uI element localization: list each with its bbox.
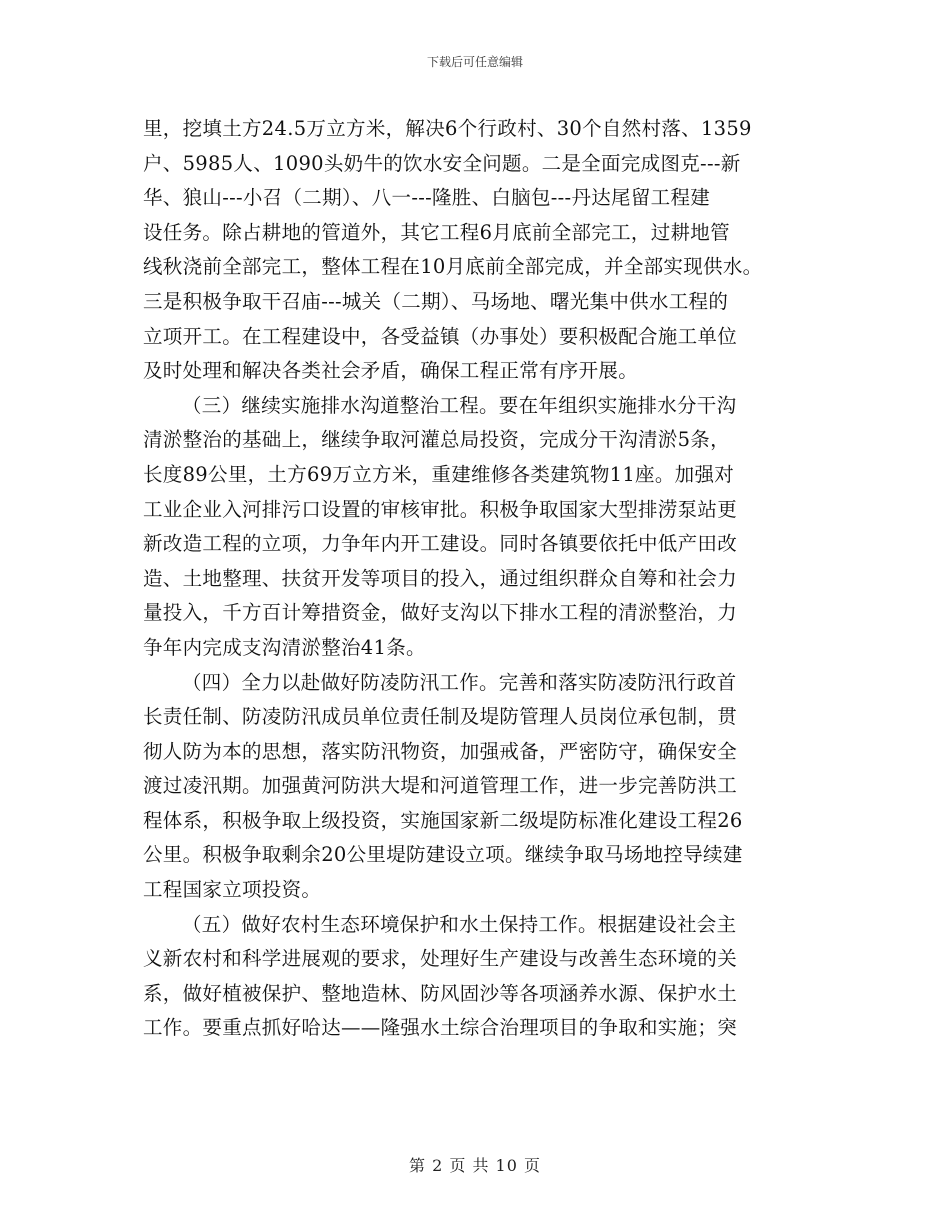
text-line: 清淤整治的基础上，继续争取河灌总局投资，完成分干沟清淤5条， bbox=[143, 428, 730, 452]
text-line: 系，做好植被保护、整地造林、防风固沙等各项涵养水源、保护水土 bbox=[143, 981, 738, 1005]
text-line: 量投入，千方百计筹措资金，做好支沟以下排水工程的清淤整治，力 bbox=[143, 601, 738, 625]
text-line: 程体系，积极争取上级投资，实施国家新二级堤防标准化建设工程26 bbox=[143, 808, 743, 832]
text-line: 设任务。除占耕地的管道外，其它工程6月底前全部完工，过耕地管 bbox=[143, 220, 730, 244]
text-line: 立项开工。在工程建设中，各受益镇（办事处）要积极配合施工单位 bbox=[143, 324, 738, 348]
text-line: 造、土地整理、扶贫开发等项目的投入，通过组织群众自筹和社会力 bbox=[143, 566, 738, 590]
text-line: 公里。积极争取剩余20公里堤防建设立项。继续争取马场地控导续建 bbox=[143, 843, 743, 867]
text-line: 户、5985人、1090头奶牛的饮水安全问题。二是全面完成图克---新 bbox=[143, 151, 741, 175]
paragraph-heading-line: （三）继续实施排水沟道整治工程。要在年组织实施排水分干沟 bbox=[182, 393, 737, 417]
text-line: 工程国家立项投资。 bbox=[143, 878, 322, 902]
page-header: 下载后可任意编辑 bbox=[426, 55, 523, 69]
text-line: 彻人防为本的思想，落实防汛物资，加强戒备，严密防守，确保安全 bbox=[143, 739, 738, 763]
paragraph-heading-line: （四）全力以赴做好防凌防汛工作。完善和落实防凌防汛行政首 bbox=[182, 670, 737, 694]
text-line: 长责任制、防凌防汛成员单位责任制及堤防管理人员岗位承包制，贯 bbox=[143, 705, 738, 729]
text-line: 里，挖填土方24.5万立方米，解决6个行政村、30个自然村落、1359 bbox=[143, 117, 752, 140]
document-body bbox=[143, 112, 807, 1046]
text-line: 工作。要重点抓好哈达——隆强水土综合治理项目的争取和实施；突 bbox=[143, 1016, 738, 1040]
text-line: 长度89公里，土方69万立方米，重建维修各类建筑物11座。加强对 bbox=[143, 462, 735, 486]
text-line: 工业企业入河排污口设置的审核审批。积极争取国家大型排涝泵站更 bbox=[143, 497, 738, 521]
text-line: 华、狼山---小召（二期）、八一---隆胜、白脑包---丹达尾留工程建 bbox=[143, 186, 711, 210]
text-line: 及时处理和解决各类社会矛盾，确保工程正常有序开展。 bbox=[143, 359, 639, 383]
page-footer: 第 2 页 共 10 页 bbox=[409, 1156, 541, 1175]
text-line: 新改造工程的立项，力争年内开工建设。同时各镇要依托中低产田改 bbox=[143, 532, 738, 556]
text-line: 渡过凌汛期。加强黄河防洪大堤和河道管理工作，进一步完善防洪工 bbox=[143, 774, 738, 798]
text-line: 线秋浇前全部完工，整体工程在10月底前全部完成，并全部实现供水。 bbox=[143, 255, 763, 279]
text-line: 义新农村和科学进展观的要求，处理好生产建设与改善生态环境的关 bbox=[143, 947, 738, 971]
text-line: 三是积极争取干召庙---城关（二期）、马场地、曙光集中供水工程的 bbox=[143, 289, 729, 313]
paragraph-heading-line: （五）做好农村生态环境保护和水土保持工作。根据建设社会主 bbox=[182, 912, 737, 936]
text-line: 争年内完成支沟清淤整治41条。 bbox=[143, 635, 426, 659]
